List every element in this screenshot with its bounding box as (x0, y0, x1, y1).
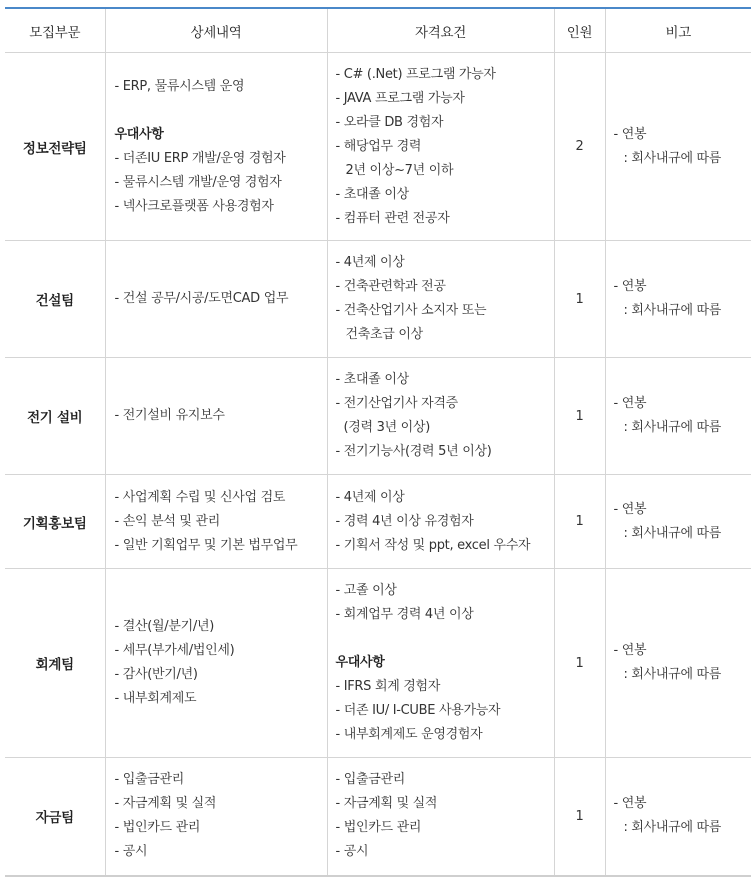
note-cell (605, 53, 751, 241)
preferred-heading: 우대사항 (335, 655, 385, 670)
qual-line: - 공시 (335, 844, 369, 860)
note-cell (605, 758, 751, 876)
count-cell: 2 (554, 53, 605, 241)
detail-line: - ERP, 물류시스템 운영 (114, 78, 245, 94)
header-dept: 모집부문 (5, 8, 105, 53)
table-row (5, 358, 751, 475)
qual-line: - 내부회계제도 운영경험자 (335, 727, 483, 742)
dept-cell: 정보전략팀 (5, 53, 105, 241)
detail-line: - 세무(부가세/법인세) (114, 643, 235, 658)
qual-line: - 법인카드 관리 (335, 820, 422, 836)
note-line: - 연봉 (613, 796, 647, 812)
qual-line: - 전기산업기사 자격증 (335, 396, 458, 411)
qual-line: - 더존 IU/ I-CUBE 사용가능자 (335, 703, 501, 718)
qual-cell (327, 358, 554, 475)
dept-cell: 전기 설비 (5, 358, 105, 475)
count-cell: 1 (554, 569, 605, 758)
qual-line: - 기획서 작성 및 ppt, excel 우수자 (335, 537, 531, 553)
qual-line: - 경력 4년 이상 유경험자 (335, 513, 474, 529)
qual-line: - 오라클 DB 경험자 (335, 114, 444, 130)
qual-line: 2년 이상~7년 이하 (345, 162, 454, 178)
dept-cell: 회계팀 (5, 569, 105, 758)
header-qual: 자격요건 (327, 8, 554, 53)
qual-line: (경력 3년 이상) (343, 420, 430, 435)
qual-line: - 입출금관리 (335, 772, 406, 788)
detail-cell (105, 358, 327, 475)
detail-line: - 손익 분석 및 관리 (114, 513, 221, 529)
qual-line: - C# (.Net) 프로그램 가능자 (335, 66, 496, 82)
table-header-row (5, 8, 751, 53)
detail-cell (105, 53, 327, 241)
qual-cell (327, 53, 554, 241)
qual-line: - 4년제 이상 (335, 255, 405, 270)
qual-line: - 초대졸 이상 (335, 372, 409, 387)
qual-line: - 초대졸 이상 (335, 186, 409, 202)
note-cell (605, 241, 751, 358)
qual-cell (327, 241, 554, 358)
note-line: - 연봉 (613, 396, 647, 411)
note-line: : 회사내규에 따름 (623, 667, 722, 682)
count-cell: 1 (554, 241, 605, 358)
qual-line: - 컴퓨터 관련 전공자 (335, 210, 450, 226)
table-row (5, 758, 751, 876)
qual-line: - 회계업무 경력 4년 이상 (335, 607, 474, 622)
dept-cell: 건설팀 (5, 241, 105, 358)
count-cell: 1 (554, 758, 605, 876)
qual-line: - 해당업무 경력 (335, 138, 422, 154)
note-line: - 연봉 (613, 279, 647, 294)
note-cell (605, 358, 751, 475)
recruitment-table (5, 7, 751, 877)
table-row (5, 241, 751, 358)
qual-cell (327, 475, 554, 569)
note-cell (605, 475, 751, 569)
detail-line: - 공시 (114, 844, 148, 860)
qual-line: - 건축관련학과 전공 (335, 279, 446, 294)
detail-line: - 내부회계제도 (114, 691, 197, 706)
qual-line: - 4년제 이상 (335, 489, 405, 505)
header-detail: 상세내역 (105, 8, 327, 53)
dept-cell: 기획홍보팀 (5, 475, 105, 569)
preferred-heading: 우대사항 (114, 126, 164, 142)
count-cell: 1 (554, 475, 605, 569)
qual-line: 건축초급 이상 (345, 327, 423, 342)
qual-line: - 건축산업기사 소지자 또는 (335, 303, 487, 318)
header-count: 인원 (554, 8, 605, 53)
qual-cell (327, 758, 554, 876)
header-note: 비고 (605, 8, 751, 53)
note-line: : 회사내규에 따름 (623, 420, 722, 435)
qual-line: - 고졸 이상 (335, 583, 397, 598)
note-line: - 연봉 (613, 501, 647, 517)
detail-line: - 사업계획 수립 및 신사업 검토 (114, 489, 286, 505)
note-line: - 연봉 (613, 126, 647, 142)
qual-line: - JAVA 프로그램 가능자 (335, 90, 465, 106)
note-cell (605, 569, 751, 758)
qual-line: - IFRS 회계 경험자 (335, 679, 441, 694)
note-line: : 회사내규에 따름 (623, 820, 722, 836)
qual-line: - 전기기능사(경력 5년 이상) (335, 444, 492, 459)
detail-line: - 결산(월/분기/년) (114, 619, 214, 634)
count-cell: 1 (554, 358, 605, 475)
detail-line: - 감사(반기/년) (114, 667, 198, 682)
detail-cell (105, 475, 327, 569)
detail-cell (105, 758, 327, 876)
detail-line: - 입출금관리 (114, 772, 185, 788)
table-row (5, 53, 751, 241)
detail-cell (105, 241, 327, 358)
detail-line: - 전기설비 유지보수 (114, 408, 225, 423)
detail-line: - 건설 공무/시공/도면CAD 업무 (114, 291, 289, 306)
detail-line: - 법인카드 관리 (114, 820, 201, 836)
detail-line: - 넥사크로플랫폼 사용경험자 (114, 198, 274, 214)
dept-cell: 자금팀 (5, 758, 105, 876)
qual-cell (327, 569, 554, 758)
note-line: - 연봉 (613, 643, 647, 658)
detail-cell (105, 569, 327, 758)
qual-line: - 자금계획 및 실적 (335, 796, 438, 812)
detail-line: - 일반 기획업무 및 기본 법무업무 (114, 537, 298, 553)
note-line: : 회사내규에 따름 (623, 525, 722, 541)
note-line: : 회사내규에 따름 (623, 303, 722, 318)
detail-line: - 더존IU ERP 개발/운영 경험자 (114, 150, 286, 166)
note-line: : 회사내규에 따름 (623, 150, 722, 166)
table-row (5, 569, 751, 758)
detail-line: - 물류시스템 개발/운영 경험자 (114, 174, 282, 190)
detail-line: - 자금계획 및 실적 (114, 796, 217, 812)
table-row (5, 475, 751, 569)
